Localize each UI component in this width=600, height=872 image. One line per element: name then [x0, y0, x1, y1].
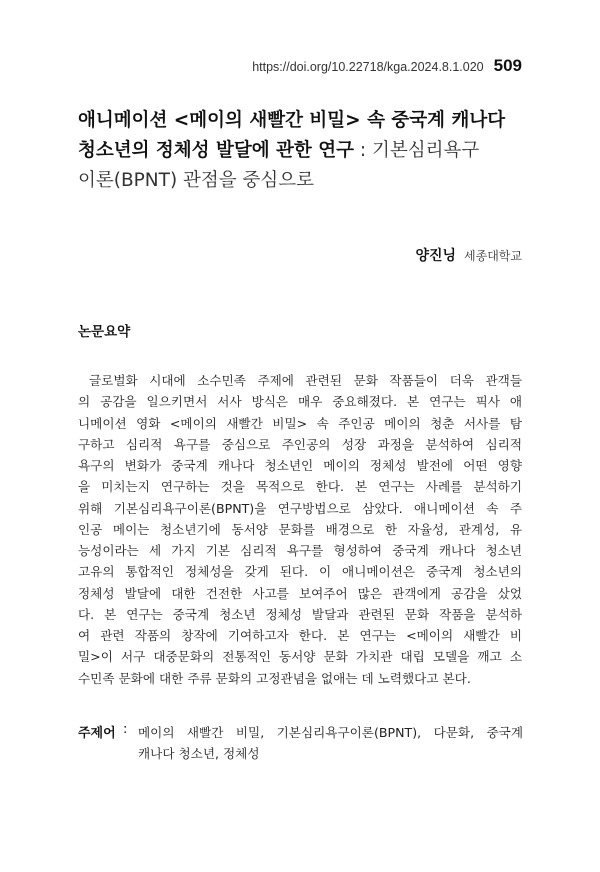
- author-name: 양진닝: [415, 248, 457, 264]
- author-affiliation: 세종대학교: [464, 249, 522, 263]
- title-line-2-bold: 청소년의 정체성 발달에 관한 연구: [78, 140, 354, 161]
- keywords-line-1: 메이의 새빨간 비밀, 기본심리욕구이론(BPNT), 다문화, 중국계: [138, 725, 523, 740]
- paper-title: [78, 106, 538, 196]
- author-block: [415, 245, 522, 265]
- abstract-line: 다. 본 연구는 중국계 청소년 정체성 발달과 관련된 문화 작품을 분석하: [78, 606, 522, 622]
- abstract-line: 위해 기본심리욕구이론(BPNT)을 연구방법으로 삼았다. 애니메이션 속 주: [78, 500, 522, 516]
- title-line-3: 이론(BPNT) 관점을 중심으로: [78, 170, 315, 191]
- keywords-line-2: 캐나다 청소년, 정체성: [138, 746, 260, 761]
- abstract-body: [78, 370, 522, 689]
- abstract-line: 을 미치는지 연구하는 것을 목적으로 한다. 본 연구는 사례를 분석하기: [78, 479, 522, 495]
- abstract-line: 수민족 문화에 대한 주류 문화의 고정관념을 없애는 데 노력했다고 본다.: [78, 670, 471, 686]
- abstract-line: 정체성 발달에 대한 건전한 사고를 보여주어 많은 관객에게 공감을 샀었: [78, 585, 522, 601]
- keywords-colon: :: [123, 722, 128, 737]
- abstract-line: 능성이라는 세 가지 기본 심리적 욕구를 형성하여 중국계 캐나다 청소년: [78, 543, 522, 558]
- abstract-line: 니메이션 영화 <메이의 새빨간 비밀> 속 주인공 메이의 청춘 서사를 탐: [78, 415, 522, 431]
- keywords-list: [138, 722, 523, 764]
- abstract-line: 여 관련 작품의 창작에 기여하고자 한다. 본 연구는 <메이의 새빨간 비: [78, 628, 522, 643]
- abstract-heading: 논문요약: [78, 324, 131, 340]
- abstract-line: 인공 메이는 청소년기에 동서양 문화를 배경으로 한 자율성, 관계성, 유: [78, 521, 522, 537]
- abstract-line: 의 공감을 일으키면서 서사 방식은 매우 중요해졌다. 본 연구는 픽사 애: [78, 394, 522, 410]
- title-line-2: [78, 136, 538, 166]
- abstract-line: 고유의 통합적인 정체성을 갖게 된다. 이 애니메이션은 중국계 청소년의: [78, 564, 522, 580]
- abstract-line: 글로벌화 시대에 소수민족 주제에 관련된 문화 작품들이 더욱 관객들: [89, 373, 522, 388]
- doi-link[interactable]: https://doi.org/10.22718/kga.2024.8.1.020: [252, 60, 484, 74]
- title-line-2-rest: : 기본심리욕구: [353, 140, 480, 161]
- abstract-line: 욕구의 변화가 중국계 캐나다 청소년인 메이의 정체성 발전에 어떤 영향: [78, 458, 522, 473]
- page-header: [252, 56, 522, 76]
- title-line-1: 애니메이션 <메이의 새빨간 비밀> 속 중국계 캐나다: [78, 110, 506, 131]
- page-number: 509: [493, 56, 522, 75]
- abstract-line: 밀>이 서구 대중문화의 전통적인 동서양 문화 가치관 대립 모델을 깨고 소: [78, 649, 522, 665]
- abstract-line: 구하고 심리적 욕구를 중심으로 주인공의 성장 과정을 분석하여 심리적: [78, 436, 522, 452]
- keywords-label: 주제어: [78, 726, 116, 741]
